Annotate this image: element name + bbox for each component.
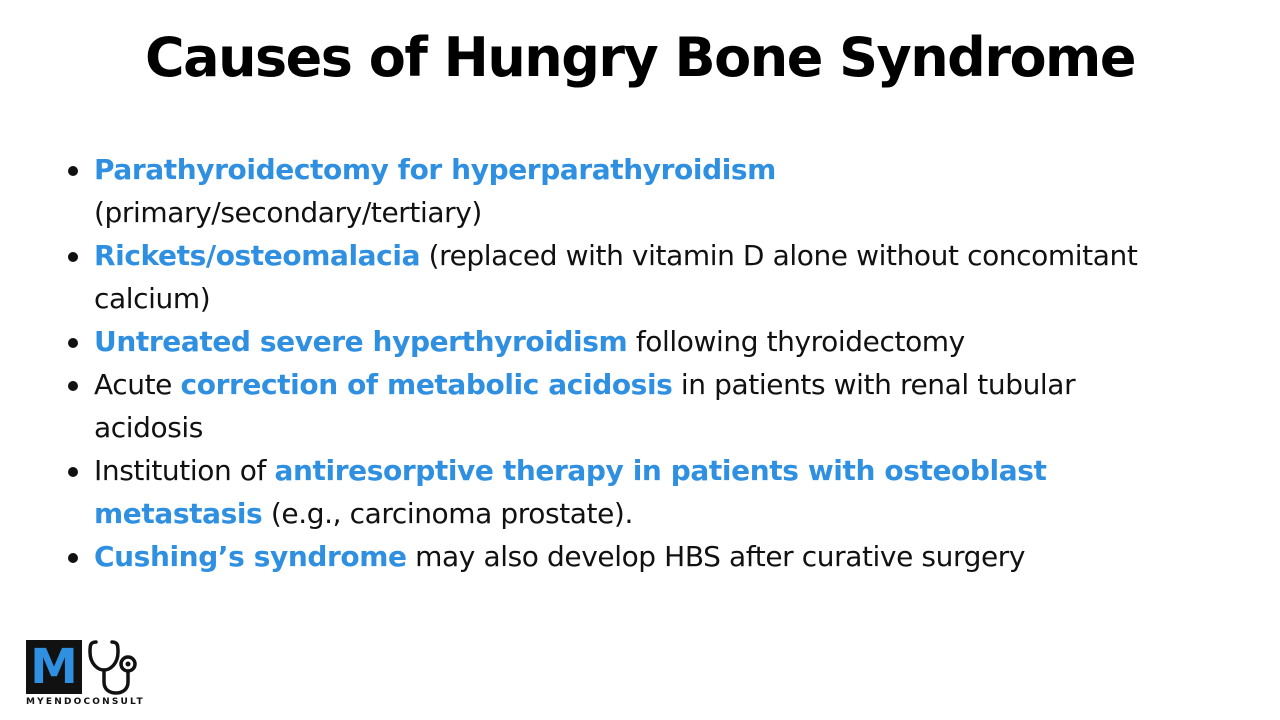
highlight-text: antiresorptive therapy in patients with osteoblast metastasis [94, 454, 1047, 530]
causes-list [62, 148, 1192, 578]
bullet-text: following thyroidectomy [635, 325, 965, 358]
list-item [62, 320, 1192, 363]
brand-logo [26, 636, 154, 710]
highlight-text: Rickets/osteomalacia [94, 239, 421, 272]
list-item [62, 535, 1192, 578]
slide-title: Causes of Hungry Bone Syndrome [145, 26, 1135, 89]
list-item [62, 363, 1192, 449]
list-item [62, 449, 1192, 535]
list-item [62, 148, 1192, 234]
highlight-text: Cushing’s syndrome [94, 540, 407, 573]
brand-name: MYENDOCONSULT [26, 697, 145, 707]
bullet-text: Acute [94, 368, 173, 401]
highlight-text: Parathyroidectomy for hyperparathyroidism [94, 153, 776, 186]
bullet-text: (e.g., carcinoma prostate). [270, 497, 633, 530]
highlight-text: correction of metabolic acidosis [180, 368, 673, 401]
stethoscope-icon [88, 636, 150, 696]
bullet-text: (replaced with vitamin D alone without concomitant calcium) [94, 239, 1138, 315]
logo-letter: M [30, 639, 78, 695]
bullet-text: (primary/secondary/tertiary) [94, 196, 482, 229]
bullet-text: Institution of [94, 454, 266, 487]
bullet-text: in patients with renal tubular acidosis [94, 368, 1076, 444]
highlight-text: Untreated severe hyperthyroidism [94, 325, 628, 358]
list-item [62, 234, 1192, 320]
bullet-text: may also develop HBS after curative surgery [415, 540, 1026, 573]
